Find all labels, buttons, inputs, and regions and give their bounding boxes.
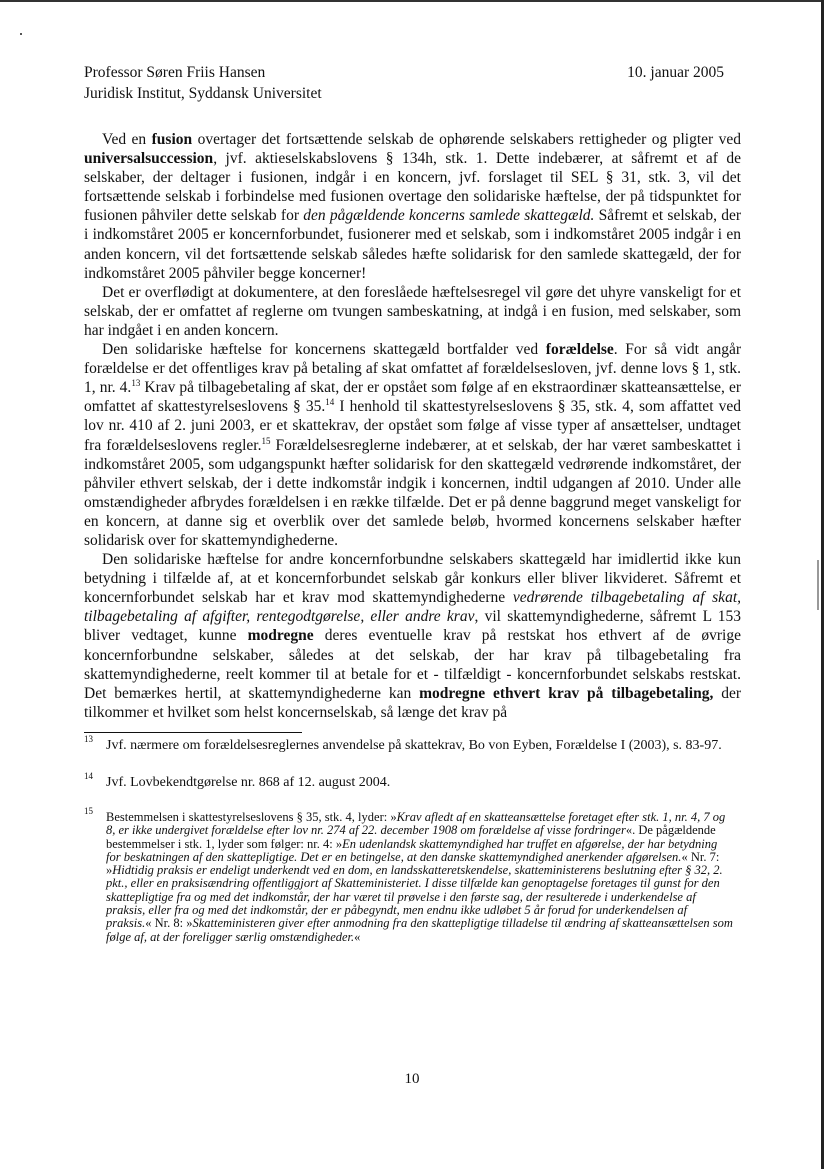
emphasis-tilbagebetaling: vedrørende tilbagebetaling af skat, tilbagebetaling af afgifter, rentegodtgørelse, eller andre krav <box>84 589 741 626</box>
footnote-number: 14 <box>84 770 93 781</box>
header-institution: Juridisk Institut, Syddansk Universitet <box>84 85 322 102</box>
footnote-ref-13[interactable]: 13 <box>131 378 141 389</box>
footnotes <box>84 734 734 965</box>
header-date: 10. januar 2005 <box>627 64 724 81</box>
footnote-13 <box>84 734 734 754</box>
scan-margin-mark <box>817 560 819 610</box>
paragraph-modregning: Den solidariske hæftelse for andre koncernforbundne selskabers skattegæld har imidlertid ikke kun betydning i tilfælde af, at et koncernforbundet selskab går konkurs eller bliver likvideret. Såfremt et koncernforbundet selskab har et krav mod skattemyndighederne vedrørende tilbagebetaling af skat, tilbagebetaling af afgifter, rentegodtgørelse, eller andre krav, vil skattemyndighederne, såfremt L 153 bliver vedtaget, kunne modregne deres eventuelle krav på restskat hos ethvert af de øvrige koncernforbundne selskaber, således at det selskab, der har krav på tilbagebetaling fra skattemyndighederne, reelt kommer til at betale for et - tilfældigt - koncernforbundet selskabs restskat. Det bemærkes hertil, at skattemyndighederne kan modregne ethvert krav på tilbagebetaling, der tilkommer et hvilket som helst koncernselskab, så længe det krav på <box>84 551 741 721</box>
footnote-number: 15 <box>84 806 93 816</box>
term-modregne-ethvert-krav: modregne ethvert krav på tilbagebetaling, <box>419 684 714 702</box>
footnote-text: Jvf. nærmere om forældelsesreglernes anvendelse på skattekrav, Bo von Eyben, Forældelse I (2003), s. 83-97. <box>106 738 722 753</box>
footnote-ref-14[interactable]: 14 <box>325 397 335 408</box>
header-author: Professor Søren Friis Hansen <box>84 64 266 81</box>
scan-speck <box>20 33 22 35</box>
footnote-15: 15 Bestemmelsen i skattestyrelseslovens § 35, stk. 4, lyder: »Krav afledt af en skatteansættelse foretaget efter stk. 1, nr. 4, 7 og 8, er ikke undergivet forældelse efter lov nr. 274 af 22. december 1908 om forældelse af visse fordringer«. De pågældende bestemmelser i stk. 1, lyder som følger: nr. 4: »En udenlandsk skattemyndighed har truffet en afgørelse, der har betydning for beskatningen af den skattepligtige. Det er en betingelse, at den danske skattemyndighed anerkender afgørelsen.« Nr. 7: »Hidtidig praksis er endeligt underkendt ved en dom, en landsskatteretskendelse, skatteministerens beslutning efter § 32, 2. pkt., eller en praksisændring offentliggjort af Skatteministeriet. I disse tilfælde kan genoptagelse foretages til gunst for den skattepligtige fra og med det indkomstår, der har været til prøvelse i den første sag, der resulterede i underkendelse af praksis, eller fra og med det indkomstår, der er påbegyndt, men endnu ikke udløbet 5 år forud for underkendelsen af praksis.« Nr. 8: »Skatteministeren giver efter anmodning fra den skattepligtige tilladelse til ændring af skatteansættelsen som følge af, at der foreligger særlig omstændigheder.« <box>84 806 733 944</box>
footnote-divider <box>84 732 302 733</box>
page-header <box>84 62 724 104</box>
page-number: 10 <box>404 1071 420 1087</box>
term-foraeldelse: forældelse <box>545 341 614 359</box>
term-modregne: modregne <box>247 627 314 645</box>
footnote-text: Jvf. Lovbekendtgørelse nr. 868 af 12. august 2004. <box>106 774 391 790</box>
term-universalsuccession: universalsuccession <box>84 150 214 168</box>
body-text <box>84 130 741 722</box>
paragraph-foraeldelse: Den solidariske hæftelse for koncernens skattegæld bortfalder ved forældelse. For så vidt angår forældelse er det offentliges krav på betaling af skat omfattet af forældelsesloven, jvf. denne lovs § 1, stk. 1, nr. 4.13 Krav på tilbagebetaling af skat, der er opstået som følge af en ekstraordinær skatteansættelse, er omfattet af skattestyrelseslovens § 35.14 I henhold til skattestyrelseslovens § 35, stk. 4, som affattet ved lov nr. 410 af 2. juni 2003, er et skattekrav, der opstået som følge af visse typer af ansættelser, undtaget fra forældelseslovens regler.$^{15}$ Forældelsesreglerne indebærer, at et selskab, der har været sambeskattet i indkomståret 2005, som udgangspunkt hæfter solidarisk for den skattegæld vedrørende indkomståret, der påhviler ethvert selskab, der i dette indkomstår indgik i koncernen, indtil udgangen af 2010. Under alle omstændigheder afbrydes forældelsen i en række tilfælde. Det er på denne baggrund meget vanskeligt for en koncern, at danne sig et overblik over det samlede beløb, hvormed koncernens selskaber hæfter solidarisk over for skattemyndighederne. <box>84 341 741 549</box>
scan-top-edge <box>0 0 824 2</box>
term-fusion: fusion <box>151 131 193 148</box>
paragraph-fusion: Ved en fusion overtager det fortsættende selskab de ophørende selskabers rettigheder og pligter ved universalsuccession, jvf. aktieselskabslovens § 134h, stk. 1. Dette indebærer, at såfremt et af de selskaber, der deltager i fusionen, indgår i en koncern, jvf. forslaget til SEL § 31, stk. 3, vil det fortsættende selskab i forbindelse med fusionen overtage den solidariske hæftelse, der på tidspunktet for fusionen påhviler dette selskab for den pågældende koncerns samlede skattegæld. Såfremt et selskab, der i indkomståret 2005 er koncernforbundet, fusionerer med et selskab, som i indkomståret 2005 indgår i en anden koncern, vil det fortsættende selskab således hæfte solidarisk for den samlede skattegæld, der for indkomståret 2005 påhviler begge koncerner! <box>84 131 741 282</box>
footnote-14 <box>84 770 734 791</box>
emphasis-skattegaeld: den pågældende koncerns samlede skattegæld. <box>303 207 595 225</box>
footnote-ref-15[interactable]: 15 <box>261 435 271 446</box>
footnote-number: 13 <box>84 734 93 744</box>
paragraph-overfloedigt: Det er overflødigt at dokumentere, at den foreslåede hæftelsesregel vil gøre det uhyre vanskeligt for et selskab, der er omfattet af reglerne om tvungen sambeskatning, at indgå i en fusion, med selskaber, som har indgået i en anden koncern. <box>84 283 741 339</box>
